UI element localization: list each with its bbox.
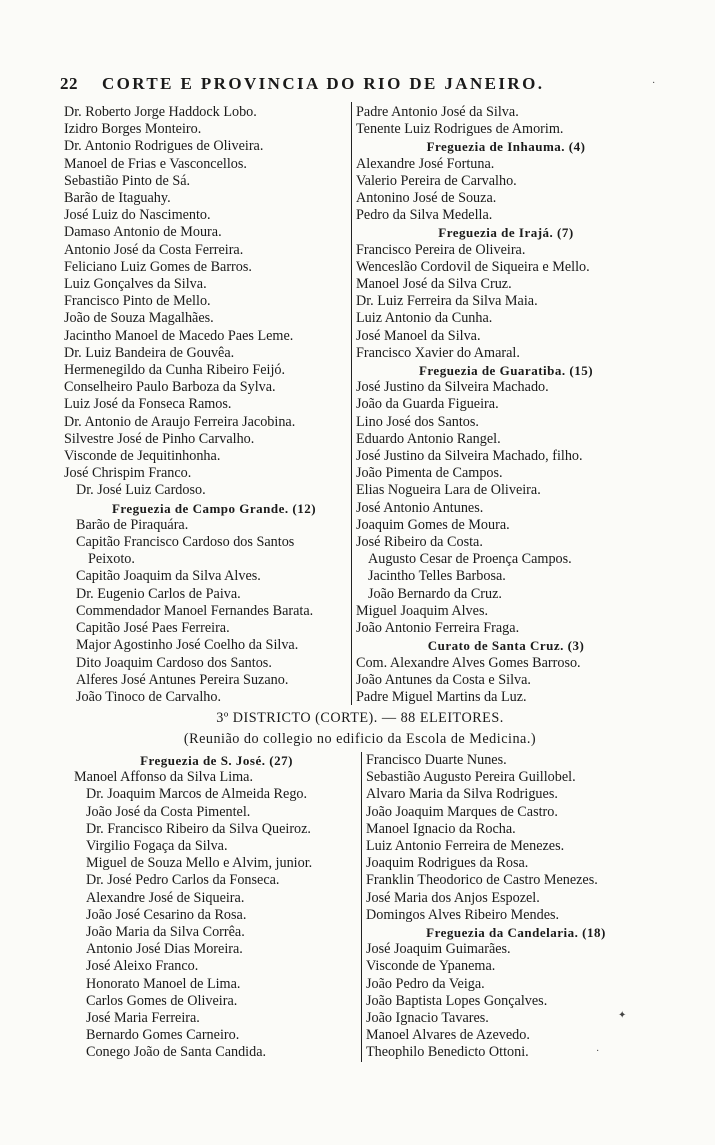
list-item: Manoel José da Silva Cruz. bbox=[356, 276, 512, 293]
list-item: Visconde de Jequitinhonha. bbox=[64, 448, 221, 465]
print-speck: · bbox=[596, 1046, 600, 1057]
list-item: Tenente Luiz Rodrigues de Amorim. bbox=[356, 121, 564, 138]
list-item: Dr. Antonio de Araujo Ferreira Jacobina. bbox=[64, 413, 296, 430]
list-item: José Maria dos Anjos Espozel. bbox=[366, 889, 540, 906]
list-item: Carlos Gomes de Oliveira. bbox=[86, 992, 238, 1009]
section-heading-sao-jose: Freguezia de S. José. (27) bbox=[140, 753, 293, 768]
list-item: José Joaquim Guimarães. bbox=[366, 941, 511, 958]
list-item: Dr. Luiz Ferreira da Silva Maia. bbox=[356, 293, 538, 310]
list-item: João da Guarda Figueira. bbox=[356, 396, 499, 413]
list-item: Com. Alexandre Alves Gomes Barroso. bbox=[356, 654, 581, 671]
list-item: Luiz Antonio da Cunha. bbox=[356, 310, 493, 327]
list-item: Antonio José Dias Moreira. bbox=[86, 941, 243, 958]
list-item: Domingos Alves Ribeiro Mendes. bbox=[366, 906, 560, 923]
list-item: João Antunes da Costa e Silva. bbox=[356, 671, 531, 688]
list-item: João Joaquim Marques de Castro. bbox=[366, 803, 558, 820]
list-item: Wenceslão Cordovil de Siqueira e Mello. bbox=[356, 258, 590, 275]
list-item: Dito Joaquim Cardoso dos Santos. bbox=[76, 654, 272, 671]
list-item: José Maria Ferreira. bbox=[86, 1010, 200, 1027]
list-item: José Chrispim Franco. bbox=[64, 465, 192, 482]
list-item: Dr. Antonio Rodrigues de Oliveira. bbox=[64, 138, 264, 155]
list-item: Manoel de Frias e Vasconcellos. bbox=[64, 155, 247, 172]
list-item: Antonio José da Costa Ferreira. bbox=[64, 241, 244, 258]
list-item: Lino José dos Santos. bbox=[356, 413, 479, 430]
district-note: (Reunião do collegio no edificio da Escola de Medicina.) bbox=[183, 731, 537, 747]
list-item: José Aleixo Franco. bbox=[86, 958, 199, 975]
top-right-column bbox=[356, 104, 656, 706]
list-item: Manoel Alvares de Azevedo. bbox=[366, 1027, 530, 1044]
list-item: Feliciano Luiz Gomes de Barros. bbox=[64, 258, 252, 275]
list-item: Barão de Piraquára. bbox=[76, 516, 189, 533]
list-item: Dr. José Pedro Carlos da Fonseca. bbox=[86, 872, 280, 889]
list-item: João Pedro da Veiga. bbox=[366, 975, 485, 992]
list-item: Padre Antonio José da Silva. bbox=[356, 104, 519, 120]
list-item: Augusto Cesar de Proença Campos. bbox=[368, 551, 572, 568]
list-item: Padre Miguel Martins da Luz. bbox=[356, 688, 527, 705]
list-item: Dr. Eugenio Carlos de Paiva. bbox=[76, 585, 241, 602]
list-item: Elias Nogueira Lara de Oliveira. bbox=[356, 482, 541, 499]
list-item: Valerio Pereira de Carvalho. bbox=[356, 172, 517, 189]
section-heading-guaratiba: Freguezia de Guaratiba. (15) bbox=[418, 363, 594, 379]
list-item: Antonino José de Souza. bbox=[356, 190, 497, 207]
list-item: Pedro da Silva Medella. bbox=[356, 207, 493, 224]
list-item: Manoel Ignacio da Rocha. bbox=[366, 820, 516, 837]
list-item: José Ribeiro da Costa. bbox=[356, 534, 483, 551]
list-item: Honorato Manoel de Lima. bbox=[86, 975, 241, 992]
list-item: Dr. José Luiz Cardoso. bbox=[76, 482, 206, 499]
list-item: Izidro Borges Monteiro. bbox=[64, 121, 202, 138]
list-item: Sebastião Augusto Pereira Guillobel. bbox=[366, 769, 576, 786]
list-item: Capitão Francisco Cardoso dos Santos bbox=[76, 534, 295, 551]
list-item: Luiz Antonio Ferreira de Menezes. bbox=[366, 838, 565, 855]
list-item: Francisco Pinto de Mello. bbox=[64, 293, 211, 310]
list-item: Franklin Theodorico de Castro Menezes. bbox=[366, 872, 598, 889]
list-item: Silvestre José de Pinho Carvalho. bbox=[64, 430, 255, 447]
list-item: Francisco Pereira de Oliveira. bbox=[356, 241, 526, 258]
list-item: Barão de Itaguahy. bbox=[64, 190, 171, 207]
section-heading-inhauma: Freguezia de Inhauma. (4) bbox=[426, 139, 586, 155]
list-item: José Justino da Silveira Machado. bbox=[356, 379, 549, 396]
column-rule-bottom bbox=[361, 752, 362, 1062]
list-item: Jacintho Telles Barbosa. bbox=[368, 568, 506, 585]
list-item: Miguel Joaquim Alves. bbox=[356, 602, 489, 619]
list-item: Francisco Duarte Nunes. bbox=[366, 752, 507, 768]
list-item: Dr. Roberto Jorge Haddock Lobo. bbox=[64, 104, 257, 120]
top-left-column bbox=[64, 104, 354, 706]
list-item: Alexandre José de Siqueira. bbox=[86, 889, 245, 906]
list-item: Conselheiro Paulo Barboza da Sylva. bbox=[64, 379, 276, 396]
list-item: João José da Costa Pimentel. bbox=[86, 803, 251, 820]
list-item: Commendador Manoel Fernandes Barata. bbox=[76, 602, 314, 619]
list-item: Damaso Antonio de Moura. bbox=[64, 224, 222, 241]
list-item: Miguel de Souza Mello e Alvim, junior. bbox=[86, 855, 313, 872]
print-speck: ✦ bbox=[618, 1010, 627, 1021]
list-item: Dr. Luiz Bandeira de Gouvêa. bbox=[64, 344, 235, 361]
list-item: Conego João de Santa Candida. bbox=[86, 1044, 267, 1061]
list-item: Alexandre José Fortuna. bbox=[356, 155, 495, 172]
list-item: José Manoel da Silva. bbox=[356, 327, 481, 344]
list-item: Virgilio Fogaça da Silva. bbox=[86, 838, 228, 855]
list-item: João Antonio Ferreira Fraga. bbox=[356, 620, 520, 637]
list-item: Visconde de Ypanema. bbox=[366, 958, 496, 975]
list-item: Capitão Joaquim da Silva Alves. bbox=[76, 568, 261, 585]
list-item: Alvaro Maria da Silva Rodrigues. bbox=[366, 786, 558, 803]
print-speck: · bbox=[652, 78, 656, 89]
section-heading-iraja: Freguezia de Irajá. (7) bbox=[438, 225, 574, 241]
list-item: José Justino da Silveira Machado, filho. bbox=[356, 448, 583, 465]
list-item: Peixoto. bbox=[88, 551, 135, 568]
list-item: Dr. Joaquim Marcos de Almeida Rego. bbox=[86, 786, 308, 803]
list-item: Alferes José Antunes Pereira Suzano. bbox=[76, 671, 289, 688]
list-item: João Ignacio Tavares. bbox=[366, 1010, 489, 1027]
bottom-left-column bbox=[74, 752, 359, 1062]
section-heading-candelaria: Freguezia da Candelaria. (18) bbox=[426, 925, 606, 941]
list-item: João Bernardo da Cruz. bbox=[368, 585, 502, 602]
list-item: Francisco Xavier do Amaral. bbox=[356, 344, 520, 361]
page-number: 22 bbox=[60, 74, 78, 93]
list-item: Theophilo Benedicto Ottoni. bbox=[366, 1044, 529, 1061]
list-item: Joaquim Rodrigues da Rosa. bbox=[366, 855, 529, 872]
list-item: Luiz Gonçalves da Silva. bbox=[64, 276, 207, 293]
running-title: CORTE E PROVINCIA DO RIO DE JANEIRO. bbox=[102, 74, 545, 93]
section-heading-santa-cruz: Curato de Santa Cruz. (3) bbox=[427, 638, 585, 654]
list-item: Manoel Affonso da Silva Lima. bbox=[74, 769, 254, 786]
list-item: Joaquim Gomes de Moura. bbox=[356, 516, 510, 533]
list-item: Dr. Francisco Ribeiro da Silva Queiroz. bbox=[86, 820, 311, 837]
list-item: Major Agostinho José Coelho da Silva. bbox=[76, 637, 299, 654]
list-item: João Pimenta de Campos. bbox=[356, 465, 503, 482]
district-title: 3º DISTRICTO (CORTE). — 88 ELEITORES. bbox=[216, 710, 504, 726]
section-heading-campo-grande: Freguezia de Campo Grande. (12) bbox=[111, 500, 317, 516]
list-item: João de Souza Magalhães. bbox=[64, 310, 214, 327]
list-item: João José Cesarino da Rosa. bbox=[86, 906, 247, 923]
list-item: Hermenegildo da Cunha Ribeiro Feijó. bbox=[64, 362, 286, 379]
list-item: José Antonio Antunes. bbox=[356, 499, 484, 516]
list-item: Capitão José Paes Ferreira. bbox=[76, 620, 230, 637]
list-item: Bernardo Gomes Carneiro. bbox=[86, 1027, 240, 1044]
list-item: José Luiz do Nascimento. bbox=[64, 207, 211, 224]
list-item: João Tinoco de Carvalho. bbox=[76, 688, 222, 705]
list-item: Jacintho Manoel de Macedo Paes Leme. bbox=[64, 327, 294, 344]
list-item: Eduardo Antonio Rangel. bbox=[356, 430, 501, 447]
list-item: Luiz José da Fonseca Ramos. bbox=[64, 396, 232, 413]
list-item: João Maria da Silva Corrêa. bbox=[86, 924, 245, 941]
list-item: Sebastião Pinto de Sá. bbox=[64, 172, 191, 189]
list-item: João Baptista Lopes Gonçalves. bbox=[366, 992, 548, 1009]
page-header bbox=[60, 74, 600, 96]
